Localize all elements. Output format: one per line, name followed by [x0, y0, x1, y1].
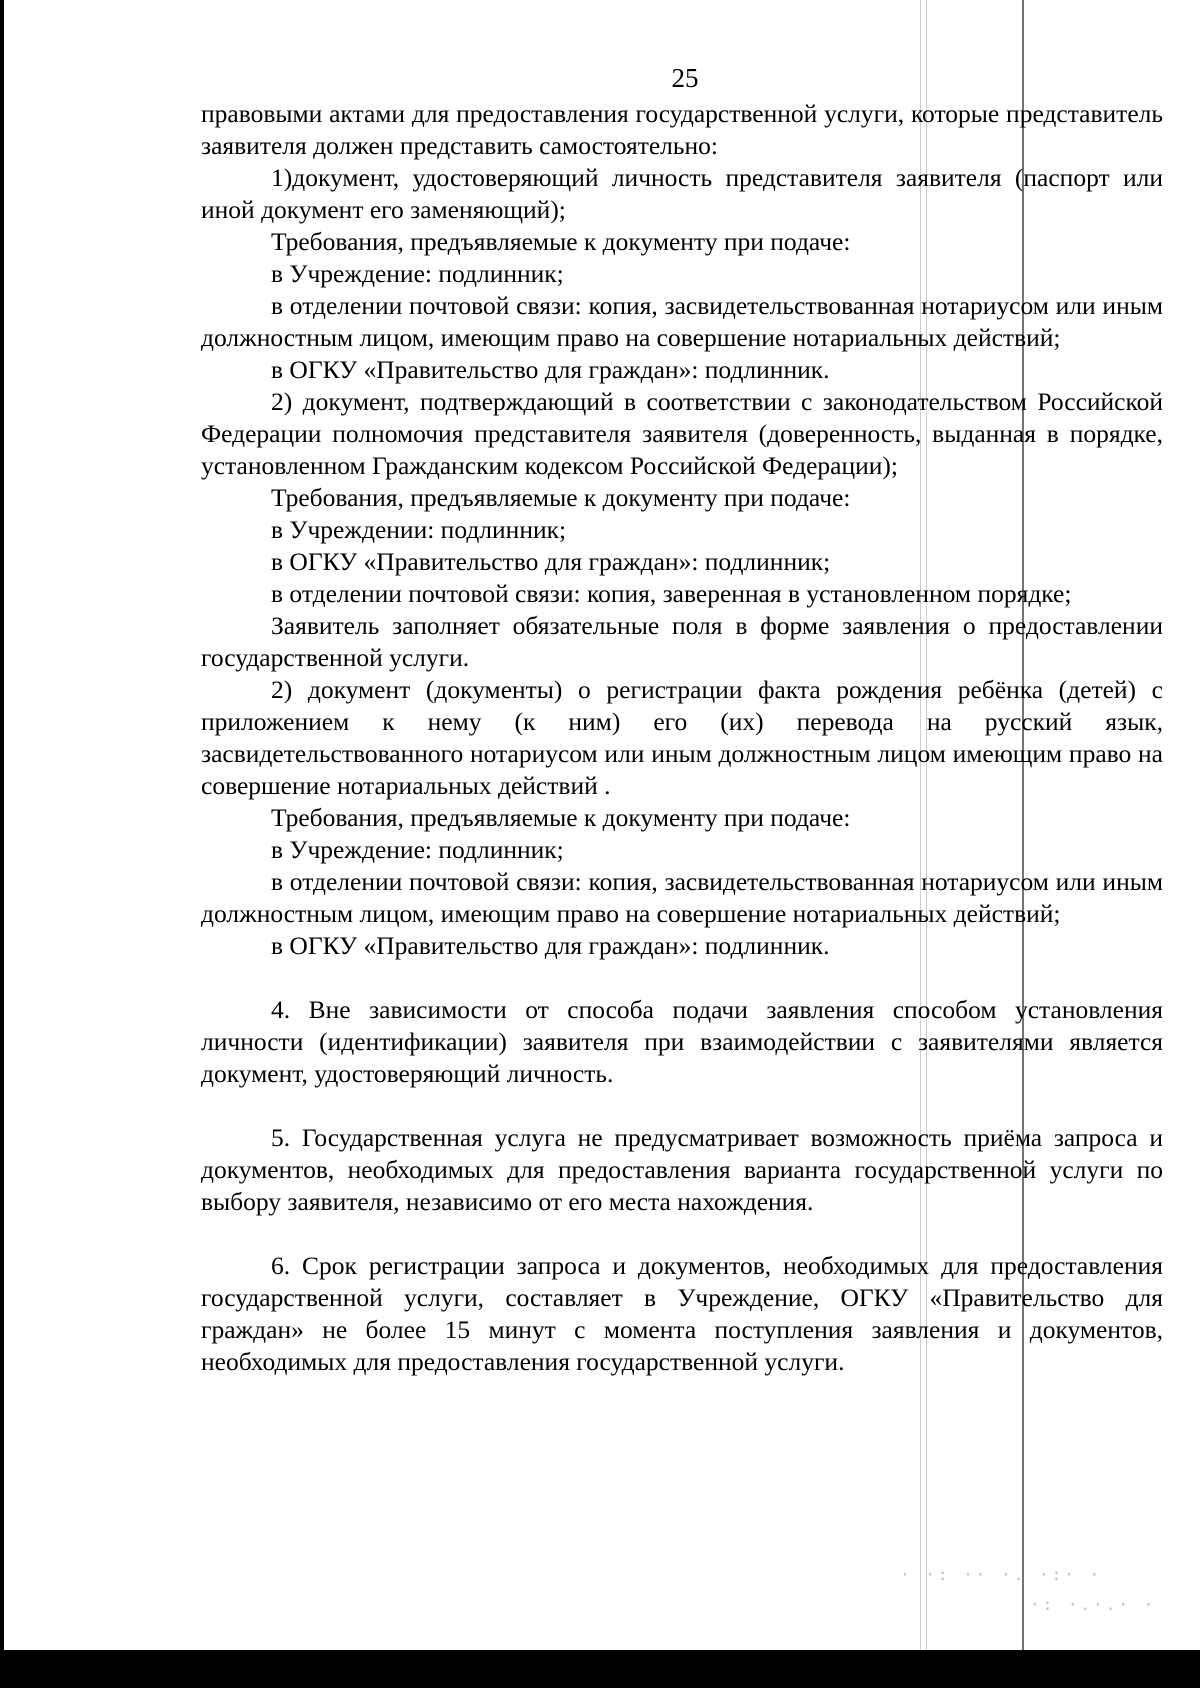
- paragraph: в отделении почтовой связи: копия, заверенная в установленном порядке;: [271, 579, 1072, 608]
- scan-bottom-border: [0, 1650, 1200, 1688]
- paragraph: 5. Государственная услуга не предусматривает возможность приёма запроса и документов, необходимых для предоставления варианта государственной услуги по выбору заявителя, независимо от его места нахождения.: [201, 1123, 1163, 1216]
- paragraph: в Учреждение: подлинник;: [271, 259, 564, 288]
- paragraph: 6. Срок регистрации запроса и документов, необходимых для предоставления государственной услуги, составляет в Учреждение, ОГКУ «Правительство для граждан» не более 15 минут с момента поступления заявления и документов, необходимых для предоставления государственной услуги.: [201, 1251, 1163, 1376]
- paragraph: Заявитель заполняет обязательные поля в форме заявления о предоставлении государственной услуги.: [201, 611, 1163, 672]
- scan-noise-2: ·: ·.·.· ·: [1030, 1595, 1157, 1614]
- paragraph: в ОГКУ «Правительство для граждан»: подлинник;: [271, 547, 831, 576]
- paragraph: в отделении почтовой связи: копия, засвидетельствованная нотариусом или иным должностным лицом, имеющим право на совершение нотариальных действий;: [201, 867, 1163, 928]
- scan-noise-1: · ·: ·· ·. ·:· ·: [900, 1565, 1103, 1584]
- paragraph: правовыми актами для предоставления государственной услуги, которые представитель заявителя должен представить самостоятельно:: [201, 99, 1163, 160]
- page-number: 25: [671, 63, 699, 93]
- paragraph: в ОГКУ «Правительство для граждан»: подлинник.: [271, 931, 830, 960]
- paragraph: 2) документ, подтверждающий в соответствии с законодательством Российской Федерации полномочия представителя заявителя (доверенность, выданная в порядке, установленном Гражданским кодексом Российской Федерации);: [201, 387, 1163, 480]
- paragraph: в Учреждении: подлинник;: [271, 515, 567, 544]
- paragraph: 4. Вне зависимости от способа подачи заявления способом установления личности (идентификации) заявителя при взаимодействии с заявителями является документ, удостоверяющий личность.: [201, 995, 1163, 1088]
- paragraph: Требования, предъявляемые к документу при подаче:: [271, 227, 851, 256]
- paragraph: 2) документ (документы) о регистрации факта рождения ребёнка (детей) с приложением к нему (к ним) его (их) перевода на русский язык, засвидетельствованного нотариусом или иным должностным лицом имеющим право на совершение нотариальных действий .: [201, 675, 1163, 800]
- document-body: [201, 98, 1163, 1378]
- paragraph: Требования, предъявляемые к документу при подаче:: [271, 803, 851, 832]
- paragraph: Требования, предъявляемые к документу при подаче:: [271, 483, 851, 512]
- scan-left-edge: [0, 0, 4, 1688]
- paragraph: 1)документ, удостоверяющий личность представителя заявителя (паспорт или иной документ его заменяющий);: [201, 163, 1163, 224]
- paragraph: в отделении почтовой связи: копия, засвидетельствованная нотариусом или иным должностным лицом, имеющим право на совершение нотариальных действий;: [201, 291, 1163, 352]
- paragraph: в Учреждение: подлинник;: [271, 835, 564, 864]
- paragraph: в ОГКУ «Правительство для граждан»: подлинник.: [271, 355, 830, 384]
